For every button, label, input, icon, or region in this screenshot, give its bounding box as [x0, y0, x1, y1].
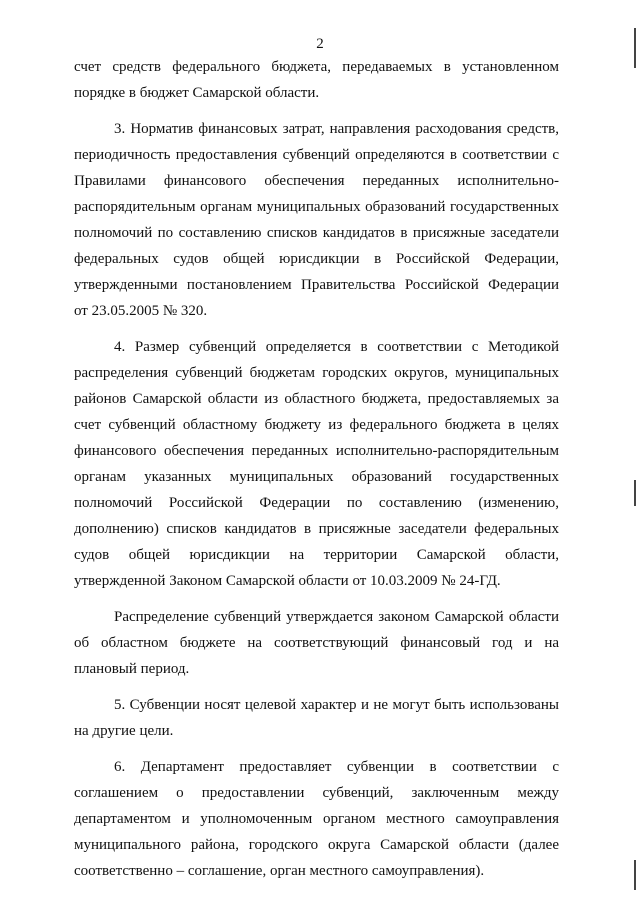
- text-line: 3. Норматив финансовых затрат, направления расходования средств,: [114, 121, 559, 137]
- paragraph: [74, 604, 559, 682]
- text-line: утвержденной Законом Самарской области от 10.03.2009 № 24-ГД.: [74, 573, 501, 589]
- text-line: соглашением о предоставлении субвенций, заключенным между: [74, 785, 559, 801]
- text-line: периодичность предоставления субвенций определяются в соответствии с: [74, 147, 559, 163]
- text-line: от 23.05.2005 № 320.: [74, 303, 208, 319]
- text-line: плановый период.: [74, 661, 190, 677]
- text-line: соответственно – соглашение, орган местного самоуправления).: [74, 863, 485, 879]
- text-line: об областном бюджете на соответствующий финансовый год и на: [74, 635, 559, 651]
- text-line: судов общей юрисдикции на территории Самарской области,: [74, 547, 559, 563]
- text-line: на другие цели.: [74, 723, 174, 739]
- text-line: счет субвенций областному бюджету из федерального бюджета в целях: [74, 417, 559, 433]
- text-line: порядке в бюджет Самарской области.: [74, 85, 320, 101]
- scan-edge-mark: [634, 28, 636, 68]
- scan-edge-mark: [634, 860, 636, 890]
- text-line: 6. Департамент предоставляет субвенции в соответствии с: [114, 759, 559, 775]
- text-line: Распределение субвенций утверждается законом Самарской области: [114, 609, 559, 625]
- text-line: 5. Субвенции носят целевой характер и не могут быть использованы: [114, 697, 559, 713]
- text-line: распределения субвенций бюджетам городских округов, муниципальных: [74, 365, 559, 381]
- text-line: полномочий Российской Федерации по составлению (изменению,: [74, 495, 559, 511]
- paragraph: [74, 54, 559, 106]
- text-line: департаментом и уполномоченным органом местного самоуправления: [74, 811, 559, 827]
- text-line: 4. Размер субвенций определяется в соответствии с Методикой: [114, 339, 559, 355]
- text-line: распорядительным органам муниципальных образований государственных: [74, 199, 559, 215]
- text-line: дополнению) списков кандидатов в присяжные заседатели федеральных: [74, 521, 559, 537]
- text-line: утвержденными постановлением Правительства Российской Федерации: [74, 277, 559, 293]
- text-line: муниципального района, городского округа Самарской области (далее: [74, 837, 559, 853]
- text-line: федеральных судов общей юрисдикции в Российской Федерации,: [74, 251, 559, 267]
- paragraph: [74, 116, 559, 324]
- page-number: 2: [316, 36, 324, 52]
- text-line: полномочий по составлению списков кандидатов в присяжные заседатели: [74, 225, 559, 241]
- paragraph: [74, 754, 559, 884]
- document-body: [74, 54, 559, 894]
- scan-edge-mark: [634, 480, 636, 506]
- text-line: финансового обеспечения переданных исполнительно-распорядительным: [74, 443, 559, 459]
- text-line: районов Самарской области из областного бюджета, предоставляемых за: [74, 391, 559, 407]
- text-line: счет средств федерального бюджета, передаваемых в установленном: [74, 59, 559, 75]
- text-line: органам указанных муниципальных образований государственных: [74, 469, 559, 485]
- paragraph: [74, 334, 559, 594]
- paragraph: [74, 692, 559, 744]
- text-line: Правилами финансового обеспечения переданных исполнительно-: [74, 173, 559, 189]
